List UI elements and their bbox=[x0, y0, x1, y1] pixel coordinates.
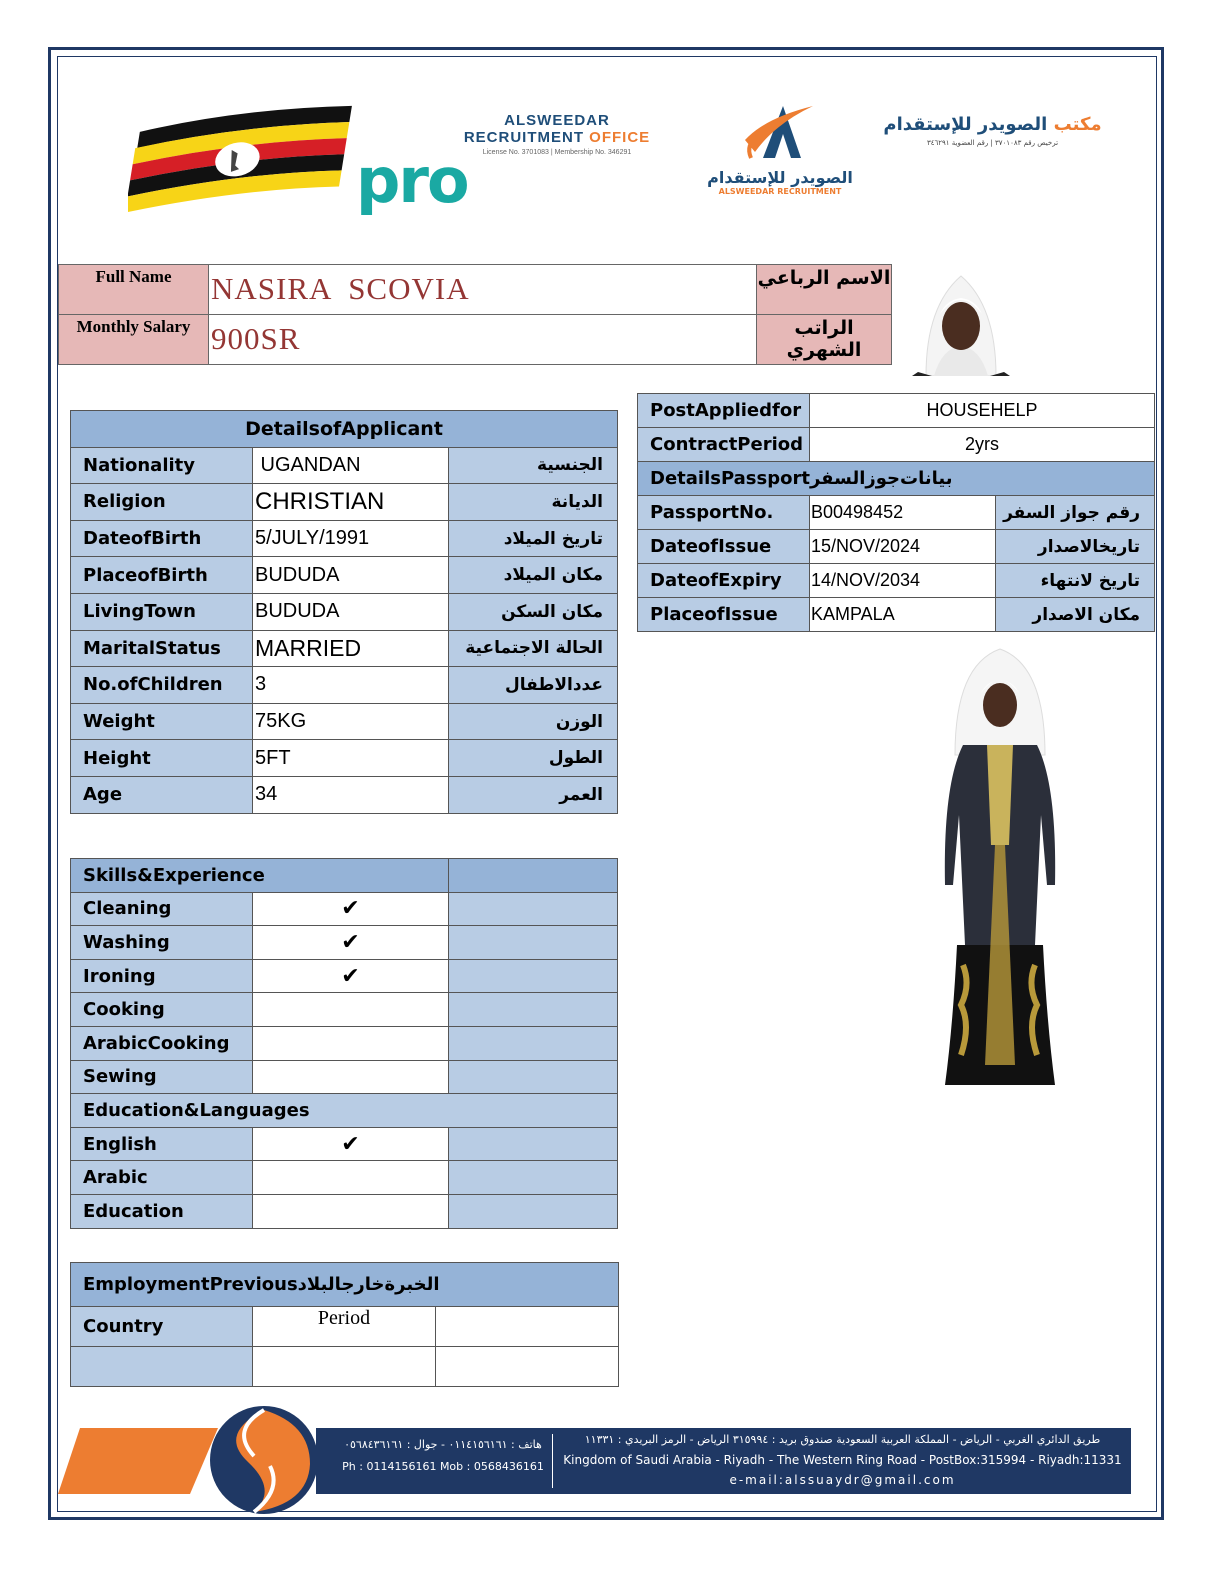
table-row bbox=[71, 667, 618, 704]
detail-ar: عددالاطفال bbox=[449, 667, 618, 704]
table-row bbox=[71, 1161, 618, 1195]
detail-label: MaritalStatus bbox=[71, 630, 253, 667]
passport-value: 15/NOV/2024 bbox=[810, 530, 996, 564]
detail-label: Height bbox=[71, 740, 253, 777]
passport-value: B00498452 bbox=[810, 496, 996, 530]
skill-label: Washing bbox=[71, 926, 253, 960]
post-value: HOUSEHELP bbox=[810, 394, 1155, 428]
alsweedar-office-logo bbox=[452, 112, 662, 172]
passport-value: 14/NOV/2034 bbox=[810, 564, 996, 598]
skills-table bbox=[70, 858, 618, 1229]
detail-ar: تاريخ الميلاد bbox=[449, 520, 618, 557]
logo2-line2b: OFFICE bbox=[589, 129, 651, 146]
salary-value: 900SR bbox=[209, 315, 757, 365]
table-row bbox=[71, 1127, 618, 1161]
detail-value: MARRIED bbox=[253, 630, 449, 667]
table-row bbox=[71, 959, 618, 993]
detail-label: DateofBirth bbox=[71, 520, 253, 557]
detail-label: PlaceofBirth bbox=[71, 557, 253, 594]
details-title: DetailsofApplicant bbox=[71, 411, 618, 448]
table-row bbox=[71, 1026, 618, 1060]
detail-ar: الجنسية bbox=[449, 447, 618, 484]
footer-address bbox=[560, 1430, 1125, 1490]
letter-a-logo-icon bbox=[735, 100, 825, 162]
period-blank bbox=[253, 1347, 436, 1387]
table-row bbox=[71, 926, 618, 960]
table-row bbox=[71, 630, 618, 667]
passport-ar: رقم جواز السفر bbox=[996, 496, 1155, 530]
full-name-value: NASIRA SCOVIA bbox=[209, 265, 757, 315]
skill-blank bbox=[449, 1026, 618, 1060]
contract-value: 2yrs bbox=[810, 428, 1155, 462]
detail-ar: العمر bbox=[449, 776, 618, 813]
skills-title-blank bbox=[449, 859, 618, 893]
logo4-arabic bbox=[880, 114, 1105, 135]
detail-label: Nationality bbox=[71, 447, 253, 484]
employment-title: EmploymentPreviousالخبرةخارجالبلاد bbox=[71, 1263, 619, 1307]
table-row bbox=[71, 520, 618, 557]
logo2-line2 bbox=[452, 129, 662, 146]
education-title: Education&Languages bbox=[71, 1094, 618, 1128]
passport-ar: مكان الاصدار bbox=[996, 598, 1155, 632]
skill-blank bbox=[449, 993, 618, 1027]
detail-value: 75KG bbox=[253, 703, 449, 740]
detail-ar: الوزن bbox=[449, 703, 618, 740]
uganda-pro-logo bbox=[128, 100, 468, 230]
passport-label: DateofExpiry bbox=[638, 564, 810, 598]
detail-value: CHRISTIAN bbox=[253, 484, 449, 521]
logo2-line2a: RECRUITMENT bbox=[463, 129, 590, 146]
detail-ar: الديانة bbox=[449, 484, 618, 521]
logo3-arabic: الصويدر للإستقدام bbox=[707, 168, 853, 187]
check-icon: ✔ bbox=[253, 892, 449, 926]
country-label: Country bbox=[71, 1307, 253, 1347]
detail-value: 34 bbox=[253, 776, 449, 813]
logo4-arabic-a: مكتب bbox=[1047, 114, 1102, 135]
salary-row bbox=[59, 315, 892, 365]
passport-label: PlaceofIssue bbox=[638, 598, 810, 632]
table-row bbox=[638, 428, 1155, 462]
table-row bbox=[638, 564, 1155, 598]
skill-blank bbox=[449, 926, 618, 960]
salary-label: Monthly Salary bbox=[59, 315, 209, 365]
detail-label: Religion bbox=[71, 484, 253, 521]
table-row bbox=[638, 598, 1155, 632]
edu-blank bbox=[449, 1161, 618, 1195]
full-body-person-icon bbox=[935, 645, 1065, 1090]
table-row bbox=[638, 394, 1155, 428]
footer-address-ar: طريق الدائري الغربي - الرياض - المملكة العربية السعودية صندوق بريد : ٣١٥٩٩٤ الرياض - الرمز البريدي : ١١٣٣١ bbox=[584, 1433, 1101, 1446]
skill-blank bbox=[449, 959, 618, 993]
table-row bbox=[71, 1194, 618, 1228]
passport-ar: تاريخ لانتهاء bbox=[996, 564, 1155, 598]
logo2-small: License No. 3701083 | Membership No. 346291 bbox=[482, 149, 632, 156]
salary-ar: الراتب الشهري bbox=[757, 315, 892, 365]
footer bbox=[58, 1404, 1138, 1516]
skill-label: Ironing bbox=[71, 959, 253, 993]
employment-table bbox=[70, 1262, 619, 1387]
footer-email[interactable]: e-mail:alssuaydr@gmail.com bbox=[729, 1473, 956, 1487]
edu-label: English bbox=[71, 1127, 253, 1161]
footer-address-en: Kingdom of Saudi Arabia - Riyadh - The Western Ring Road - PostBox:315994 - Riyadh:11331 bbox=[563, 1453, 1122, 1467]
period-label: Period bbox=[253, 1307, 436, 1347]
passport-label: PassportNo. bbox=[638, 496, 810, 530]
footer-separator bbox=[552, 1434, 553, 1488]
detail-value: 3 bbox=[253, 667, 449, 704]
passport-ar: تاريخالاصدار bbox=[996, 530, 1155, 564]
contract-label: ContractPeriod bbox=[638, 428, 810, 462]
logo2-line1: ALSWEEDAR bbox=[504, 112, 610, 129]
skill-label: ArabicCooking bbox=[71, 1026, 253, 1060]
post-passport-table bbox=[637, 393, 1155, 632]
table-row bbox=[638, 530, 1155, 564]
full-name-ar: الاسم الرباعي bbox=[757, 265, 892, 315]
passport-label: DateofIssue bbox=[638, 530, 810, 564]
footer-phone-en: Ph : 0114156161 Mob : 0568436161 bbox=[342, 1460, 544, 1473]
employment-blank bbox=[436, 1347, 619, 1387]
detail-value: 5FT bbox=[253, 740, 449, 777]
edu-label: Arabic bbox=[71, 1161, 253, 1195]
portrait-person-icon bbox=[912, 256, 1010, 376]
footer-phones bbox=[338, 1434, 548, 1478]
detail-label: LivingTown bbox=[71, 593, 253, 630]
footer-phone-ar: هاتف : ٠١١٤١٥٦١٦١ - جوال : ٠٥٦٨٤٣٦١٦١ bbox=[344, 1438, 542, 1451]
portrait-photo bbox=[912, 256, 1010, 376]
full-name-label: Full Name bbox=[59, 265, 209, 315]
applicant-details-table bbox=[70, 410, 618, 814]
detail-ar: مكان السكن bbox=[449, 593, 618, 630]
table-row bbox=[71, 447, 618, 484]
office-arabic-logo bbox=[880, 114, 1105, 164]
logo3-english: ALSWEEDAR RECRUITMENT bbox=[718, 187, 842, 196]
table-row bbox=[638, 496, 1155, 530]
full-name-row bbox=[59, 265, 892, 315]
alsweedar-a-logo bbox=[700, 100, 860, 210]
country-blank bbox=[71, 1347, 253, 1387]
table-row bbox=[71, 892, 618, 926]
edu-mark bbox=[253, 1194, 449, 1228]
table-row bbox=[71, 1307, 619, 1347]
skill-mark bbox=[253, 1060, 449, 1094]
table-row bbox=[71, 593, 618, 630]
detail-ar: مكان الميلاد bbox=[449, 557, 618, 594]
table-row bbox=[71, 557, 618, 594]
table-row bbox=[71, 993, 618, 1027]
table-row bbox=[71, 703, 618, 740]
edu-blank bbox=[449, 1194, 618, 1228]
check-icon: ✔ bbox=[253, 926, 449, 960]
post-label: PostAppliedfor bbox=[638, 394, 810, 428]
employment-blank bbox=[436, 1307, 619, 1347]
edu-label: Education bbox=[71, 1194, 253, 1228]
passport-value: KAMPALA bbox=[810, 598, 996, 632]
footer-swirl-logo-icon bbox=[58, 1404, 328, 1516]
check-icon: ✔ bbox=[253, 959, 449, 993]
table-row bbox=[71, 776, 618, 813]
table-row bbox=[71, 740, 618, 777]
detail-label: Weight bbox=[71, 703, 253, 740]
table-row bbox=[71, 484, 618, 521]
full-body-photo bbox=[935, 645, 1065, 1090]
detail-label: Age bbox=[71, 776, 253, 813]
check-icon: ✔ bbox=[253, 1127, 449, 1161]
skill-mark bbox=[253, 1026, 449, 1060]
pro-wordmark: pro bbox=[356, 144, 468, 217]
detail-value: UGANDAN bbox=[253, 447, 449, 484]
skill-mark bbox=[253, 993, 449, 1027]
edu-blank bbox=[449, 1127, 618, 1161]
passport-title: DetailsPassportبيانات‌جوزالسفر bbox=[638, 462, 1155, 496]
identity-table bbox=[58, 264, 892, 365]
skill-blank bbox=[449, 892, 618, 926]
edu-mark bbox=[253, 1161, 449, 1195]
detail-ar: الطول bbox=[449, 740, 618, 777]
skill-label: Cleaning bbox=[71, 892, 253, 926]
detail-value: BUDUDA bbox=[253, 557, 449, 594]
detail-value: 5/JULY/1991 bbox=[253, 520, 449, 557]
skill-label: Cooking bbox=[71, 993, 253, 1027]
table-row bbox=[71, 1347, 619, 1387]
detail-ar: الحالة الاجتماعية bbox=[449, 630, 618, 667]
logo4-small: ترخيص رقم ٣٧٠١٠٨٣ | رقم العضوية ٣٤٦٢٩١ bbox=[926, 139, 1059, 147]
logo4-arabic-b: الصويدر للإستقدام bbox=[883, 114, 1048, 135]
detail-value: BUDUDA bbox=[253, 593, 449, 630]
skill-blank bbox=[449, 1060, 618, 1094]
skill-label: Sewing bbox=[71, 1060, 253, 1094]
skills-title: Skills&Experience bbox=[71, 859, 449, 893]
detail-label: No.ofChildren bbox=[71, 667, 253, 704]
table-row bbox=[71, 1060, 618, 1094]
